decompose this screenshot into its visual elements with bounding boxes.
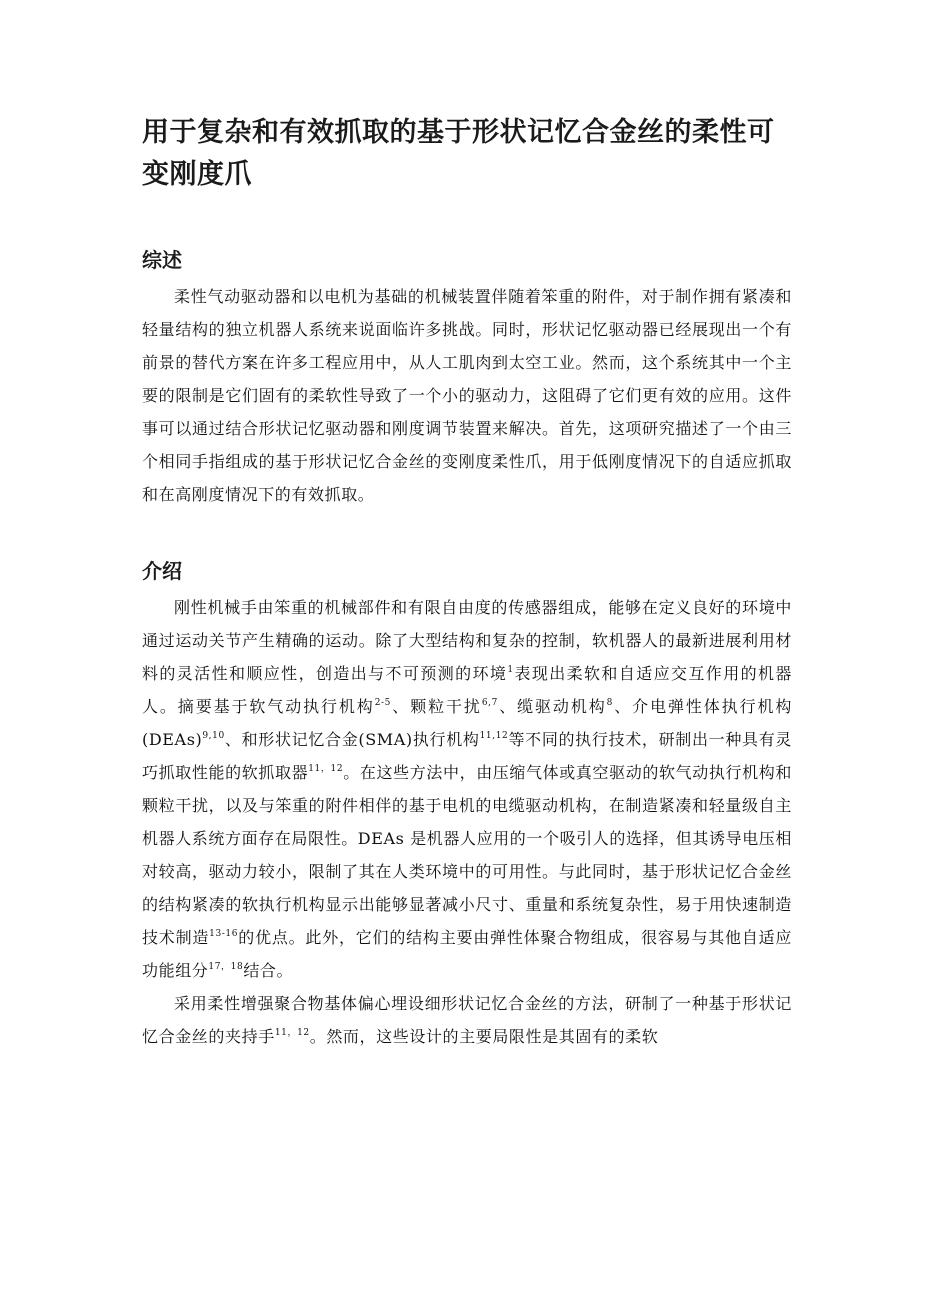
intro-paragraph-1 — [142, 591, 792, 987]
text-run: 、和形状记忆合金(SMA)执行机构 — [224, 730, 480, 749]
document-page — [142, 112, 792, 1053]
text-run: 表现出柔软和自适应交互作用的机器人。摘要基于软气动执行机构 — [142, 664, 792, 716]
citation-ref: 2-5 — [374, 698, 391, 708]
abstract-heading: 综述 — [142, 248, 182, 272]
citation-ref: 11，12 — [274, 1028, 310, 1038]
text-run: 、介电弹性体执行机构(DEAs) — [142, 697, 792, 749]
text-run: 。然而，这些设计的主要局限性是其固有的柔软 — [309, 1027, 659, 1046]
text-run: 刚性机械手由笨重的机械部件和有限自由度的传感器组成，能够在定义良好的环境中通过运动关节产生精确的运动。除了大型结构和复杂的控制，软机器人的最新进展利用材料的灵活性和顺应性，创造出与不可预测的环境 — [142, 598, 792, 683]
citation-ref: 8 — [606, 698, 613, 708]
text-run: 的优点。此外，它们的结构主要由弹性体聚合物组成，很容易与其他自适应功能组分 — [142, 928, 792, 980]
citation-ref: 6,7 — [481, 698, 498, 708]
citation-ref: 11,12 — [479, 731, 509, 741]
citation-ref: 9,10 — [202, 731, 225, 741]
abstract-paragraph: 柔性气动驱动器和以电机为基础的机械装置伴随着笨重的附件，对于制作拥有紧凑和轻量结构的独立机器人系统来说面临许多挑战。同时，形状记忆驱动器已经展现出一个有前景的替代方案在许多工程应用中，从人工肌肉到太空工业。然而，这个系统其中一个主要的限制是它们固有的柔软性导致了一个小的驱动力，这阻碍了它们更有效的应用。这件事可以通过结合形状记忆驱动器和刚度调节装置来解决。首先，这项研究描述了一个由三个相同手指组成的基于形状记忆合金丝的变刚度柔性爪，用于低刚度情况下的自适应抓取和在高刚度情况下的有效抓取。 — [142, 287, 792, 504]
text-run: 等不同的执行技术，研制出一种具有灵巧抓取性能的软抓取器 — [142, 730, 792, 782]
text-run: 结合。 — [243, 961, 294, 980]
citation-ref: 11，12 — [308, 764, 344, 774]
text-run: 。在这些方法中，由压缩气体或真空驱动的软气动执行机构和颗粒干扰，以及与笨重的附件相伴的基于电机的电缆驱动机构，在制造紧凑和轻量级自主机器人系统方面存在局限性。DEAs 是机器人应用的一个吸引人的选择，但其诱导电压相对较高，驱动力较小，限制了其在人类环境中的可用性。与此同时，基于形状记忆合金丝的结构紧凑的软执行机构显示出能够显著减小尺寸、重量和系统复杂性，易于用快速制造技术制造 — [142, 763, 792, 947]
citation-ref: 13-16 — [209, 929, 239, 939]
text-run: 采用柔性增强聚合物基体偏心埋设细形状记忆合金丝的方法，研制了一种基于形状记忆合金丝的夹持手 — [142, 994, 792, 1046]
citation-ref: 1 — [507, 665, 514, 675]
citation-ref: 17，18 — [208, 962, 244, 972]
text-run: 、缆驱动机构 — [497, 697, 607, 716]
intro-paragraph-2 — [142, 987, 792, 1053]
intro-heading: 介绍 — [142, 559, 182, 583]
document-title: 用于复杂和有效抓取的基于形状记忆合金丝的柔性可变刚度爪 — [142, 117, 775, 190]
text-run: 、颗粒干扰 — [391, 697, 482, 716]
